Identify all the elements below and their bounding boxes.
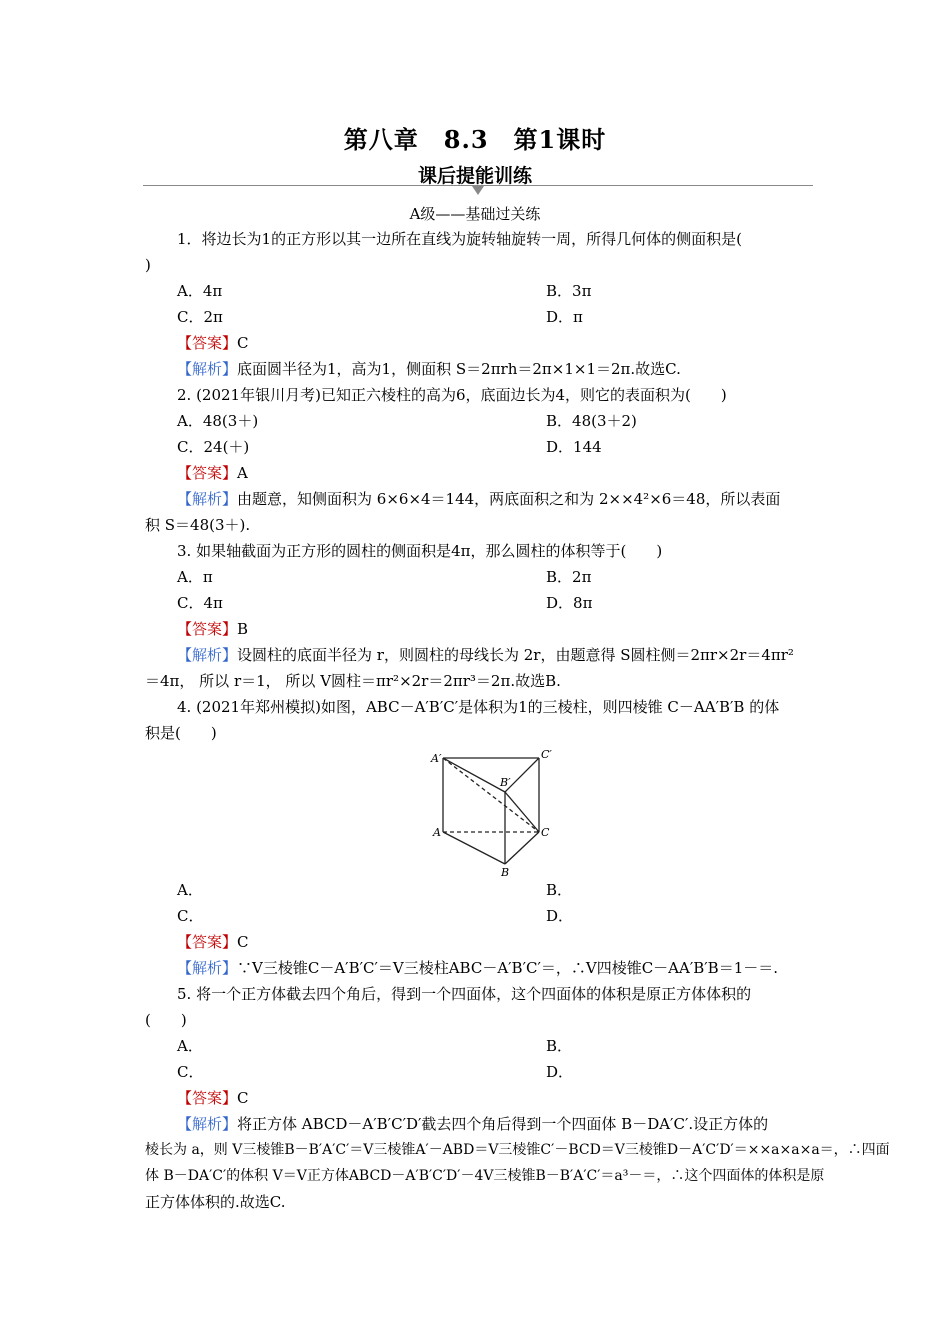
q1-option-a: A．4π	[177, 282, 223, 300]
answer-value: C	[237, 1089, 249, 1107]
section-heading: A级——基础过关练	[409, 205, 541, 223]
analysis-tag: 【解析】	[177, 959, 238, 977]
q4-option-c: C．	[177, 907, 204, 925]
q5-answer	[177, 1088, 249, 1108]
q1-stem-line1: 1．将边长为1的正方形以其一边所在直线为旋转轴旋转一周，所得几何体的侧面积是(	[177, 230, 742, 248]
edge-b1-c	[505, 792, 539, 832]
edge-a-b	[443, 832, 505, 864]
label-a1: A′	[431, 752, 442, 765]
q4-answer	[177, 932, 249, 952]
q2-option-b: B．48(3＋2)	[546, 412, 637, 430]
answer-tag: 【答案】	[177, 464, 238, 482]
q4-option-b: B．	[546, 881, 573, 899]
q4-option-d: D．	[546, 907, 574, 925]
analysis-tag: 【解析】	[177, 1115, 238, 1133]
analysis-text: 底面圆半径为1，高为1，侧面积 S＝2πrh＝2π×1×1＝2π.故选C.	[237, 360, 681, 378]
q1-option-d: D．π	[546, 308, 583, 326]
q1-option-b: B．3π	[546, 282, 592, 300]
analysis-text: ∵V三棱锥C－A′B′C′＝V三棱柱ABC－A′B′C′＝，∴V四棱锥C－AA′B′B＝1－＝.	[237, 959, 779, 977]
q4-option-a: A．	[177, 881, 203, 899]
q5-option-a: A．	[177, 1037, 203, 1055]
q3-stem: 3. 如果轴截面为正方形的圆柱的侧面积是4π，那么圆柱的体积等于( )	[177, 542, 663, 560]
divider-triangle-icon	[472, 186, 484, 195]
answer-tag: 【答案】	[177, 620, 238, 638]
answer-value: C	[237, 334, 249, 352]
q2-analysis-line1	[177, 489, 780, 509]
label-a: A	[433, 826, 441, 839]
q5-stem-line1: 5. 将一个正方体截去四个角后，得到一个四面体，这个四面体的体积是原正方体体积的	[177, 985, 752, 1003]
q1-option-c: C．2π	[177, 308, 223, 326]
q3-answer	[177, 619, 248, 639]
q4-analysis	[177, 958, 778, 978]
q5-analysis-line3: 体 B－DA′C′的体积 V＝V正方体ABCD－A′B′C′D′－4V三棱锥B－B′A′C′＝a³－＝，∴这个四面体的体积是原	[145, 1168, 825, 1184]
q4-stem-line2: 积是( )	[145, 724, 217, 742]
q3-option-c: C．4π	[177, 594, 223, 612]
analysis-tag: 【解析】	[177, 360, 238, 378]
q5-option-d: D．	[546, 1063, 574, 1081]
prism-figure	[425, 744, 565, 880]
q3-option-a: A．π	[177, 568, 213, 586]
label-b1: B′	[500, 776, 511, 789]
page-subtitle: 课后提能训练	[417, 165, 532, 187]
answer-value: A	[237, 464, 248, 482]
q3-analysis-line1	[177, 645, 794, 665]
q2-answer	[177, 463, 248, 483]
q3-option-d: D．8π	[546, 594, 593, 612]
q5-analysis-line1	[177, 1114, 768, 1134]
answer-tag: 【答案】	[177, 334, 238, 352]
q4-stem-line1: 4. (2021年郑州模拟)如图，ABC－A′B′C′是体积为1的三棱柱，则四棱锥 C－AA′B′B 的体	[177, 698, 780, 716]
q2-analysis-line2: 积 S＝48(3＋).	[145, 516, 251, 534]
edge-a1-b1	[443, 758, 505, 792]
analysis-text: 将正方体 ABCD－A′B′C′D′截去四个角后得到一个四面体 B－DA′C′.设正方体的	[237, 1115, 769, 1133]
edge-b-c	[505, 832, 539, 864]
analysis-tag: 【解析】	[177, 646, 238, 664]
q2-stem: 2. (2021年银川月考)已知正六棱柱的高为6，底面边长为4，则它的表面积为( )	[177, 386, 727, 404]
answer-value: B	[237, 620, 249, 638]
q5-stem-line2: ( )	[145, 1011, 187, 1029]
q5-analysis-line4: 正方体体积的.故选C.	[145, 1193, 286, 1211]
page-title: 第八章 8.3 第1课时	[343, 125, 607, 154]
q2-option-a: A．48(3＋)	[177, 412, 259, 430]
analysis-tag: 【解析】	[177, 490, 238, 508]
label-c: C	[541, 826, 550, 839]
label-b: B	[501, 866, 510, 879]
answer-value: C	[237, 933, 249, 951]
q3-option-b: B．2π	[546, 568, 592, 586]
analysis-text: 设圆柱的底面半径为 r，则圆柱的母线长为 2r，由题意得 S圆柱侧＝2πr×2r＝4πr²	[237, 646, 794, 664]
q5-option-b: B．	[546, 1037, 573, 1055]
answer-tag: 【答案】	[177, 933, 238, 951]
q1-stem-line2: )	[145, 256, 151, 274]
q1-analysis	[177, 359, 681, 379]
q2-option-c: C．24(＋)	[177, 438, 250, 456]
q5-option-c: C．	[177, 1063, 204, 1081]
q5-analysis-line2: 棱长为 a，则 V三棱锥B－B′A′C′＝V三棱锥A′－ABD＝V三棱锥C′－BCD＝V三棱锥D－A′C′D′＝××a×a×a＝，∴四面	[145, 1142, 890, 1158]
label-c1: C′	[541, 748, 552, 761]
q2-option-d: D．144	[546, 438, 602, 456]
edge-a1-c-hidden	[443, 758, 539, 832]
q3-analysis-line2: ＝4π， 所以 r＝1， 所以 V圆柱＝πr²×2r＝2πr³＝2π.故选B.	[145, 672, 561, 690]
analysis-text: 由题意，知侧面积为 6×6×4＝144，两底面积之和为 2××4²×6＝48，所以表面	[237, 490, 781, 508]
q1-answer	[177, 333, 249, 353]
answer-tag: 【答案】	[177, 1089, 238, 1107]
